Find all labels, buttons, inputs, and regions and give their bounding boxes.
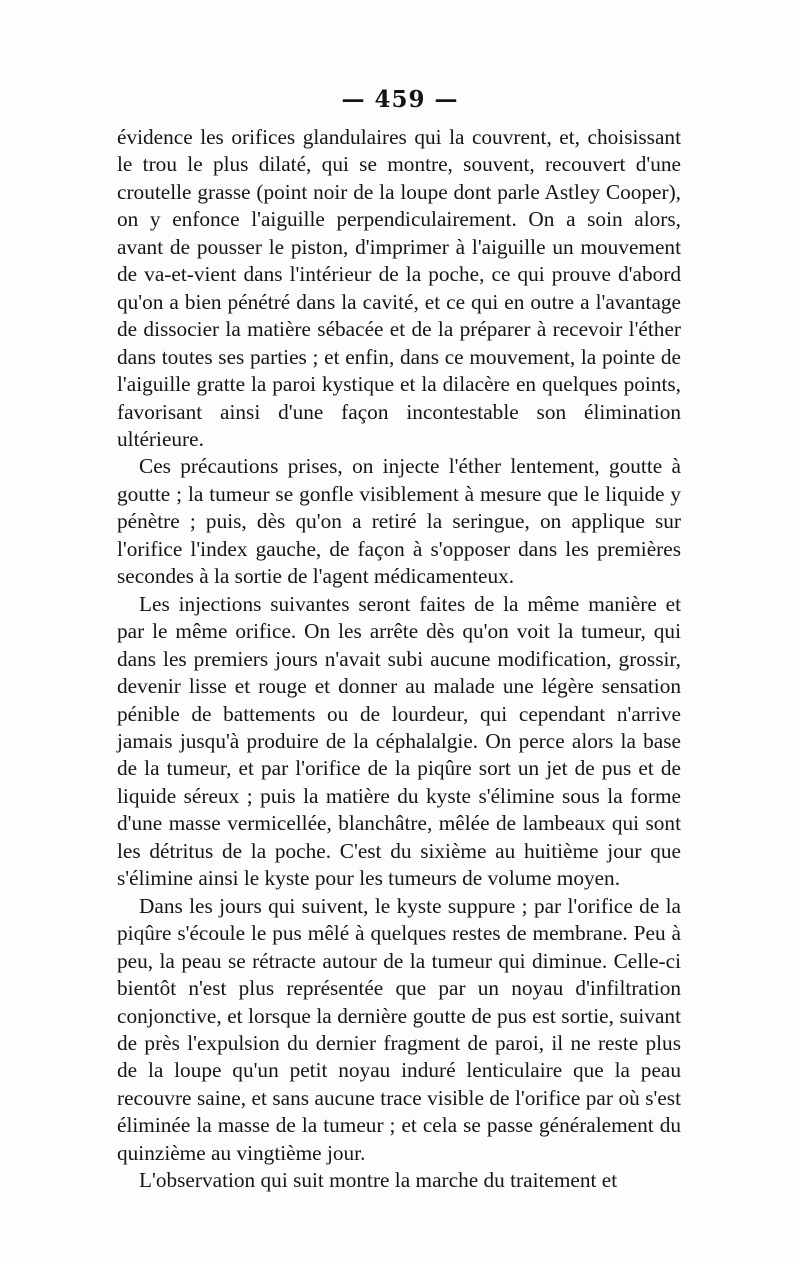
paragraph-4: Dans les jours qui suivent, le kyste suppure ; par l'orifice de la piqûre s'écoule le pus mêlé à quelques restes de membrane. Peu à peu, la peau se rétracte autour de la tumeur qui diminue. Celle-ci bientôt n'est plus représentée que par un noyau d'infiltration conjonctive, et lorsque la dernière goutte de pus est sortie, suivant de près l'expulsion du dernier fragment de paroi, il ne reste plus de la loupe qu'un petit noyau induré lenticulaire que la peau recouvre saine, et sans aucune trace visible de l'orifice par où s'est éliminée la masse de la tumeur ; et cela se passe généralement du quinzième au vingtième jour. bbox=[117, 893, 681, 1165]
paragraph-2: Ces précautions prises, on injecte l'éther lentement, goutte à goutte ; la tumeur se gonfle visiblement à mesure que le liquide y pénètre ; puis, dès qu'on a retiré la seringue, on applique sur l'orifice l'index gauche, de façon à s'opposer dans les premières secondes à la sortie de l'agent médicamenteux. bbox=[117, 454, 681, 589]
page-number: — 459 — bbox=[341, 86, 459, 113]
paragraph-3: Les injections suivantes seront faites de la même manière et par le même orifice. On les arrête dès qu'on voit la tumeur, qui dans les premiers jours n'avait subi aucune modification, grossir, devenir lisse et rouge et donner au malade une légère sensation pénible de battements ou de lourdeur, qui cependant n'arrive jamais jusqu'à produire de la céphalalgie. On perce alors la base de la tumeur, et par l'orifice de la piqûre sort un jet de pus et de liquide séreux ; puis la matière du kyste s'élimine sous la forme d'une masse vermicellée, blanchâtre, mêlée de lambeaux qui sont les détritus de la poche. C'est du sixième au huitième jour que s'élimine ainsi le kyste pour les tumeurs de volume moyen. bbox=[117, 591, 681, 891]
body-text bbox=[117, 124, 681, 1195]
paragraph-1: évidence les orifices glandulaires qui la couvrent, et, choisissant le trou le plus dilaté, qui se montre, souvent, recouvert d'une croutelle grasse (point noir de la loupe dont parle Astley Cooper), on y enfonce l'aiguille perpendiculairement. On a soin alors, avant de pousser le piston, d'imprimer à l'aiguille un mouvement de va-et-vient dans l'intérieur de la poche, ce qui prouve d'abord qu'on a bien pénétré dans la cavité, et ce qui en outre a l'avantage de dissocier la matière sébacée et de la préparer à recevoir l'éther dans toutes ses parties ; et enfin, dans ce mouvement, la pointe de l'aiguille gratte la paroi kystique et la dilacère en quelques points, favorisant ainsi d'une façon incontestable son élimination ultérieure. bbox=[117, 125, 681, 451]
paragraph-5: L'observation qui suit montre la marche du traitement et bbox=[139, 1168, 618, 1193]
